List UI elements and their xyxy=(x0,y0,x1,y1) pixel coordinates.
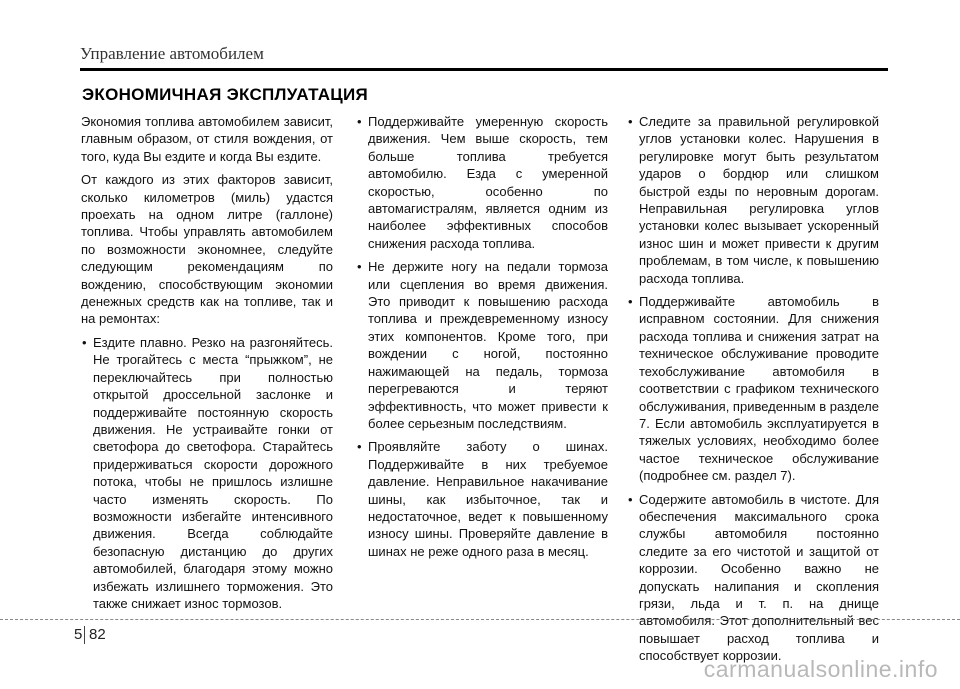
list-item: • Следите за правильной регулировкой углов установки колес. Нарушения в регулировке могут быть результатом ударов о бордюр или слишком быстрой езды по неровным дорогам. Неправильная регулировка углов установки колес вызывает ускоренный износ шин и может привести к другим проблемам, в том числе, к повышению расхода топлива. xyxy=(627,113,879,287)
text-column-2 xyxy=(356,113,608,566)
list-item: • Не держите ногу на педали тормоза или сцепления во время движения. Это приводит к повышению расхода топлива и преждевременному износу этих компонентов. Кроме того, при вождении с ногой, постоянно нажимающей на педаль, тормоза перегреваются и теряют эффективность, что может привести к более серьезным последствиям. xyxy=(356,258,608,432)
running-header: Управление автомобилем xyxy=(80,44,264,63)
bullet-list xyxy=(627,113,879,665)
bullet-list xyxy=(356,113,608,560)
watermark: carmanualsonline.info xyxy=(703,656,938,682)
header-rule xyxy=(80,68,888,71)
list-item: • Содержите автомобиль в чистоте. Для обеспечения максимального срока службы автомобиля постоянно следите за его чистотой и защитой от коррозии. Особенно важно не допускать налипания и скопления грязи, льда и т. п. на днище автомобиля. Этот дополнительный вес повышает расход топлива и способствует коррозии. xyxy=(627,491,879,665)
list-item: • Поддерживайте автомобиль в исправном состоянии. Для снижения расхода топлива и снижения затрат на техническое обслуживание проводите техобслуживание автомобиля в соответствии с графиком технического обслуживания, приведенным в разделе 7. Если автомобиль эксплуатируется в тяжелых условиях, необходимо более частое техническое обслуживание (подробнее см. раздел 7). xyxy=(627,293,879,484)
list-item: • Проявляйте заботу о шинах. Поддерживайте в них требуемое давление. Неправильное накачивание шины, как избыточное, так и недостаточное, ведет к повышенному износу шины. Проверяйте давление в шинах не реже одного раза в месяц. xyxy=(356,438,608,560)
paragraph: Экономия топлива автомобилем зависит, главным образом, от стиля вождения, от того, куда Вы ездите и когда Вы ездите. xyxy=(81,114,333,164)
chapter-number: 5 xyxy=(74,626,83,643)
page-number: 82 xyxy=(89,626,106,643)
text-column-1 xyxy=(81,113,333,618)
footer-rule xyxy=(0,619,960,620)
page-number-divider xyxy=(84,626,85,644)
section-title: ЭКОНОМИЧНАЯ ЭКСПЛУАТАЦИЯ xyxy=(82,85,369,104)
list-item: • Поддерживайте умеренную скорость движения. Чем выше скорость, тем больше топлива требуется автомобилю. Езда с умеренной скоростью, особенно по автомагистралям, является одним из наиболее эффективных способов снижения расхода топлива. xyxy=(356,113,608,252)
text-column-3 xyxy=(627,113,879,671)
bullet-list xyxy=(81,334,333,613)
list-item: • Ездите плавно. Резко на разгоняйтесь. Не трогайтесь с места “прыжком”, не переключайтесь при полностью открытой дроссельной заслонке и поддерживайте постоянную скорость движения. Не устраивайте гонки от светофора до светофора. Старайтесь придерживаться скорости дорожного потока, чтобы не пришлось излишне часто изменять скорость. По возможности избегайте интенсивного движения. Всегда соблюдайте безопасную дистанцию до других автомобилей, благодаря этому можно избежать излишнего торможения. Это также снижает износ тормозов. xyxy=(81,334,333,613)
paragraph: От каждого из этих факторов зависит, сколько километров (миль) удастся проехать на одном литре (галлоне) топлива. Чтобы управлять автомобилем по возможности экономнее, следуйте следующим рекомендациям по вождению, способствующим экономии денежных средств как на топливе, так и на ремонтах: xyxy=(81,172,333,327)
